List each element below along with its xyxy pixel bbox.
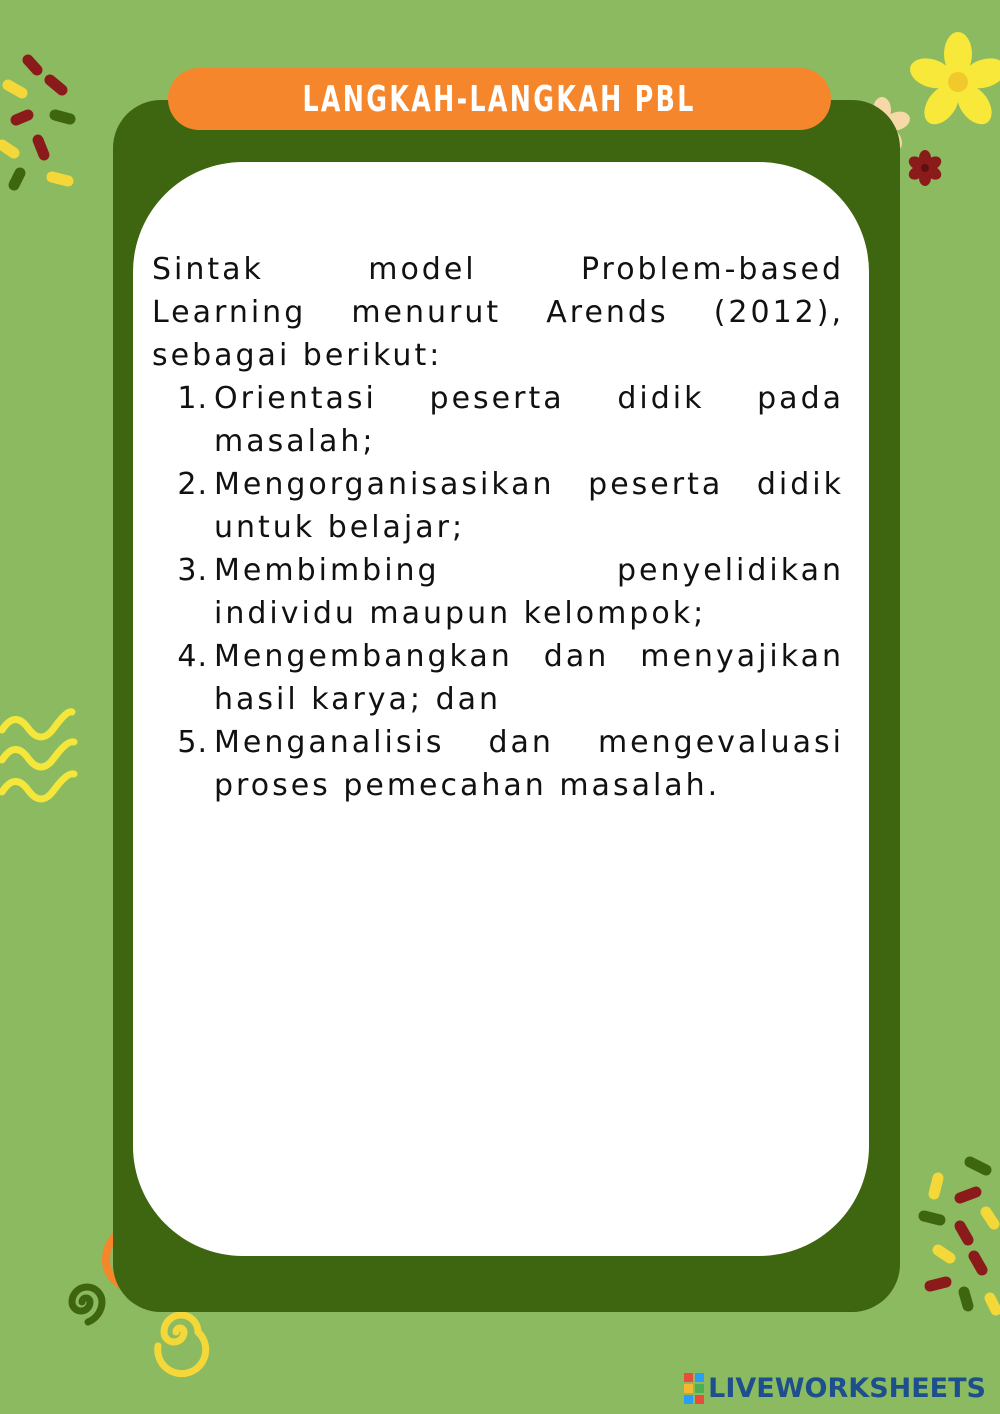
step-line: Membimbing penyelidikan <box>214 553 844 588</box>
step-line: Mengembangkan dan menyajikan <box>214 639 844 674</box>
step-line: hasil karya; dan <box>214 682 502 717</box>
page-title: LANGKAH-LANGKAH PBL <box>302 78 697 120</box>
sprinkles-top-left-decoration <box>0 45 90 205</box>
list-item <box>152 549 844 635</box>
liveworksheets-logo[interactable] <box>684 1373 986 1404</box>
list-item <box>152 463 844 549</box>
list-item <box>152 635 844 721</box>
step-number: 3. <box>177 553 208 588</box>
content-text <box>152 248 844 807</box>
title-banner <box>168 68 831 130</box>
intro-line: Sintak model Problem-based <box>152 252 844 287</box>
brand-name: LIVEWORKSHEETS <box>708 1373 986 1404</box>
step-line: proses pemecahan masalah. <box>214 768 721 803</box>
intro-paragraph <box>152 248 844 377</box>
steps-list <box>152 377 844 807</box>
step-line: masalah; <box>214 424 376 459</box>
brand-blocks-icon <box>684 1373 704 1404</box>
step-number: 2. <box>177 467 208 502</box>
step-line: Orientasi peserta didik pada <box>214 381 844 416</box>
intro-line: Learning menurut Arends (2012), <box>152 295 844 330</box>
step-number: 1. <box>177 381 208 416</box>
list-item <box>152 721 844 807</box>
step-line: untuk belajar; <box>214 510 466 545</box>
step-line: individu maupun kelompok; <box>214 596 707 631</box>
intro-line: sebagai berikut: <box>152 338 443 373</box>
sprinkles-bottom-right-decoration <box>910 1150 1000 1330</box>
step-line: Mengorganisasikan peserta didik <box>214 467 844 502</box>
list-item <box>152 377 844 463</box>
step-number: 5. <box>177 725 208 760</box>
squiggle-left-decoration <box>0 700 85 810</box>
step-number: 4. <box>177 639 208 674</box>
step-line: Menganalisis dan mengevaluasi <box>214 725 844 760</box>
